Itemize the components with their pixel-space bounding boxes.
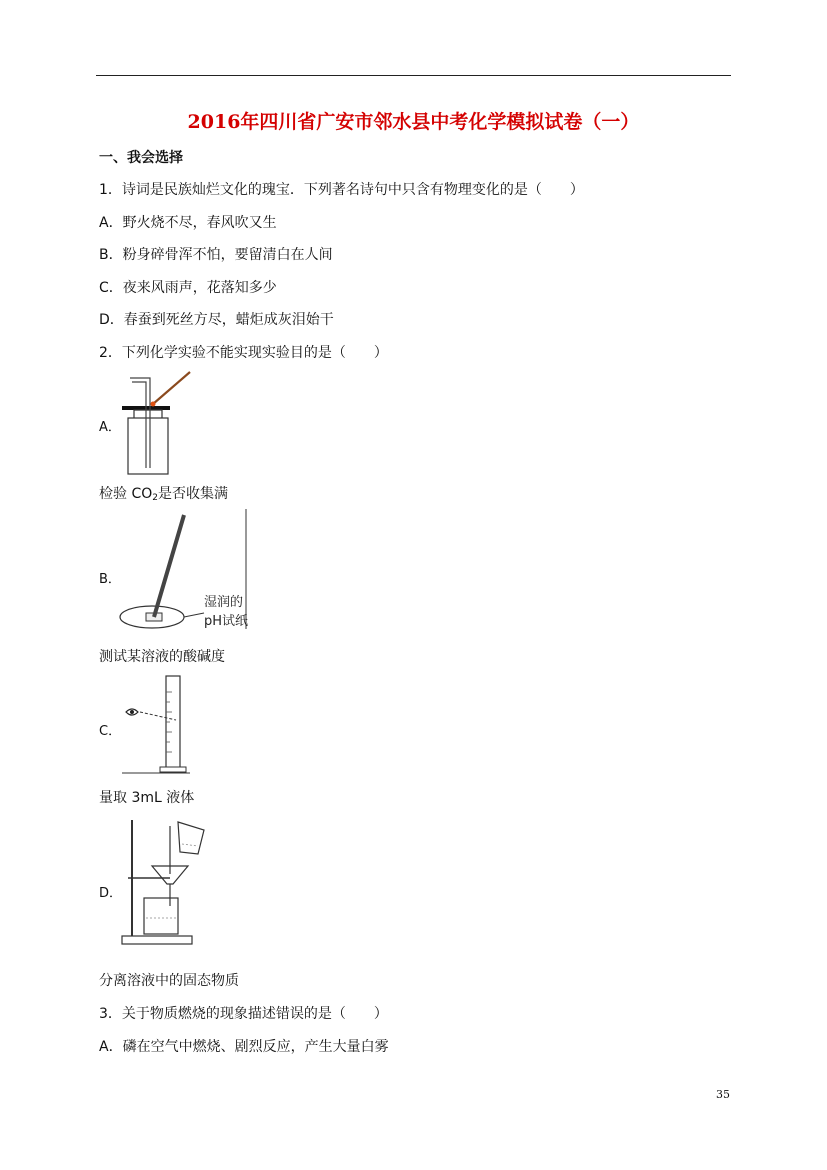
- q2-option-a-letter: A．: [99, 420, 121, 435]
- q1-option-b: B．粉身碎骨浑不怕，要留清白在人间: [99, 247, 333, 263]
- q3-stem: 3．关于物质燃烧的现象描述错误的是（ ）: [99, 1006, 388, 1022]
- figure-label-wet: 湿润的: [204, 595, 244, 610]
- q1-option-c: C．夜来风雨声，花落知多少: [99, 280, 277, 296]
- q2-option-d-letter: D．: [99, 886, 123, 901]
- q2-option-d-caption: 分离溶液中的固态物质: [99, 973, 239, 989]
- page-title: 2016年四川省广安市邻水县中考化学模拟试卷（一）: [187, 111, 640, 133]
- q1-option-a: A．野火烧不尽，春风吹又生: [99, 215, 277, 231]
- q2-option-a-caption: 检验 $CO_2$是否收集满: [99, 486, 228, 503]
- q2-stem: 2．下列化学实验不能实现实验目的是（ ）: [99, 345, 388, 361]
- gas-bottle-figure: [120, 370, 200, 480]
- filtration-figure: [118, 816, 218, 948]
- q1-option-d: D．春蚕到死丝方尽，蜡炬成灰泪始干: [99, 312, 334, 328]
- q2-option-c-caption: 量取 3mL 液体: [99, 790, 195, 806]
- q3-option-a: A．磷在空气中燃烧、剧烈反应，产生大量白雾: [99, 1039, 389, 1055]
- q2-option-b-caption: 测试某溶液的酸碱度: [99, 649, 225, 665]
- ph-test-figure: [118, 509, 250, 634]
- section-heading: 一、我会选择: [99, 150, 183, 166]
- measuring-cylinder-figure: [120, 672, 195, 777]
- header-rule: [96, 75, 731, 76]
- q2-option-b-letter: B．: [99, 572, 121, 587]
- q2-option-c-letter: C．: [99, 724, 122, 739]
- figure-label-ph-paper: pH试纸: [204, 614, 249, 629]
- page-number: 35: [716, 1088, 730, 1101]
- q1-stem: 1．诗词是民族灿烂文化的瑰宝．下列著名诗句中只含有物理变化的是（ ）: [99, 182, 584, 198]
